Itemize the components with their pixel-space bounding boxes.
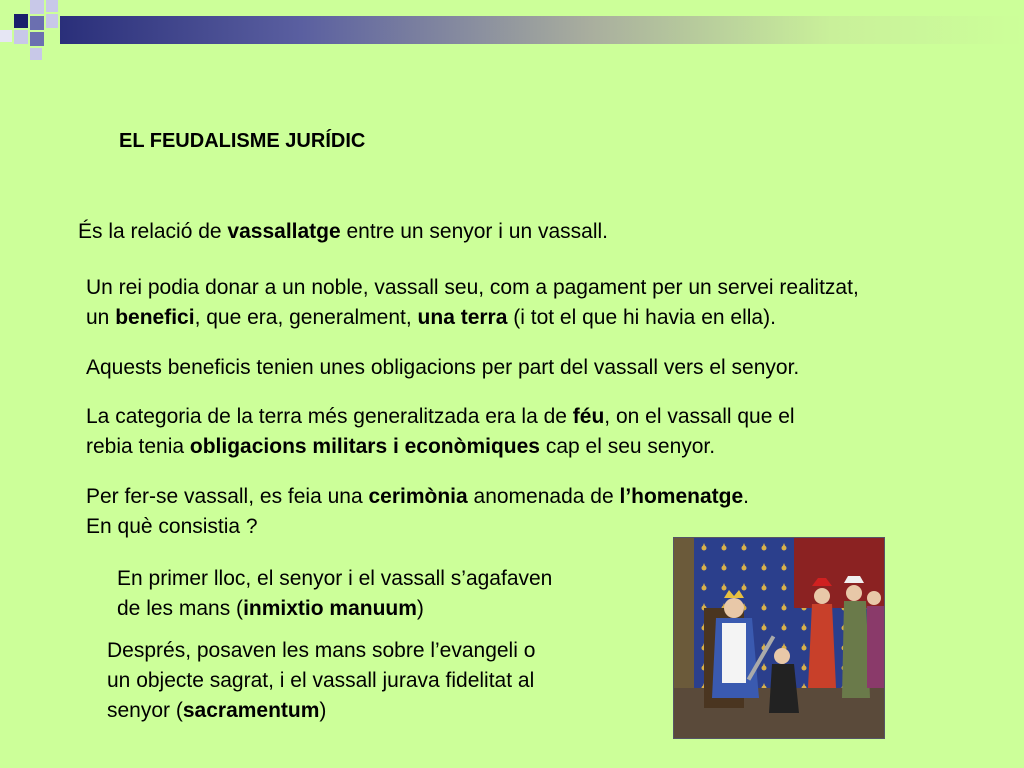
square-decor-icon bbox=[0, 30, 12, 42]
square-decor-icon bbox=[46, 0, 58, 12]
paragraph-definition: És la relació de vassallatge entre un senyor i un vassall. bbox=[78, 220, 608, 243]
square-decor-icon bbox=[30, 0, 44, 14]
paragraph-sacramentum: Després, posaven les mans sobre l’evangeli o un objecte sagrat, i el vassall jurava fidelitat al senyor (sacramentum) bbox=[107, 639, 536, 722]
header-gradient-bar bbox=[60, 16, 1024, 44]
paragraph-feu: La categoria de la terra més generalitzada era la de féu, on el vassall que el rebia tenia obligacions militars i econòmiques cap el seu senyor. bbox=[86, 405, 795, 458]
paragraph-obligacions: Aquests beneficis tenien unes obligacions per part del vassall vers el senyor. bbox=[86, 356, 800, 379]
square-decor-icon bbox=[30, 48, 42, 60]
square-decor-icon bbox=[14, 14, 28, 28]
decorative-header bbox=[0, 0, 1024, 60]
square-decor-icon bbox=[30, 32, 44, 46]
slide-title: EL FEUDALISME JURÍDIC bbox=[119, 130, 366, 152]
paragraph-inmixtio: En primer lloc, el senyor i el vassall s’agafaven de les mans (inmixtio manuum) bbox=[117, 567, 553, 620]
paragraph-benefici: Un rei podia donar a un noble, vassall seu, com a pagament per un servei realitzat, un benefici, que era, generalment, una terra (i tot el que hi havia en ella). bbox=[86, 276, 859, 329]
square-decor-icon bbox=[14, 30, 28, 44]
square-decor-icon bbox=[46, 14, 58, 28]
homage-ceremony-illustration bbox=[673, 537, 885, 739]
square-decor-icon bbox=[30, 16, 44, 30]
homage-ceremony-image bbox=[674, 538, 884, 738]
paragraph-homenatge: Per fer-se vassall, es feia una cerimònia anomenada de l’homenatge. En què consistia ? bbox=[86, 485, 750, 538]
